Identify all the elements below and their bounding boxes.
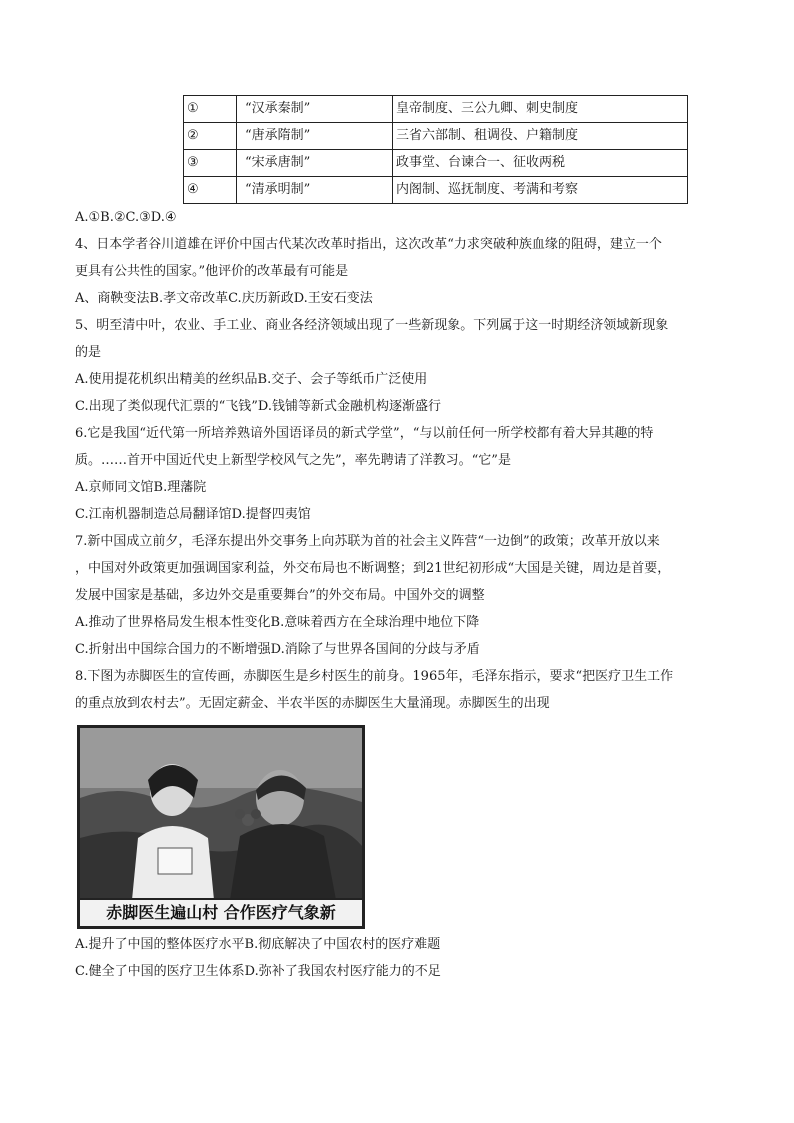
barefoot-doctor-poster-image xyxy=(77,725,365,929)
system-description-cell: 政事堂、台谏合一、征收两税 xyxy=(393,150,688,177)
question-6 xyxy=(75,420,725,528)
row-number-cell: ② xyxy=(184,123,237,150)
question-7 xyxy=(75,528,725,663)
q5-options-ab: A.使用提花机织出精美的丝织品B.交子、会子等纸币广泛使用 xyxy=(75,372,428,387)
system-description-cell: 内阁制、巡抚制度、考满和考察 xyxy=(393,177,688,204)
q6-options-ab: A.京师同文馆B.理藩院 xyxy=(75,480,207,495)
q7-stem-line2: ，中国对外政策更加强调国家利益，外交布局也不断调整；到21世纪初形成“大国是关键，周边是首要， xyxy=(75,561,671,576)
dynasty-system-table xyxy=(183,95,688,204)
q4-stem-line2: 更具有公共性的国家。”他评价的改革最有可能是 xyxy=(75,264,349,279)
system-description-cell: 皇帝制度、三公九卿、刺史制度 xyxy=(393,96,688,123)
system-name-cell: “汉承秦制” xyxy=(237,96,393,123)
question-8 xyxy=(75,663,725,985)
q8-stem-line2: 的重点放到农村去”。无固定薪金、半农半医的赤脚医生大量涌现。赤脚医生的出现 xyxy=(75,696,550,711)
question-5 xyxy=(75,312,725,420)
q3-options: A.①B.②C.③D.④ xyxy=(75,210,177,225)
table-row xyxy=(184,177,688,204)
exam-page xyxy=(75,95,725,985)
q7-stem-line3: 发展中国家是基础，多边外交是重要舞台”的外交布局。中国外交的调整 xyxy=(75,588,485,603)
system-name-cell: “宋承唐制” xyxy=(237,150,393,177)
question-4 xyxy=(75,231,725,312)
q7-stem-line1: 7.新中国成立前夕，毛泽东提出外交事务上向苏联为首的社会主义阵营“一边倒”的政策；改革开放以来 xyxy=(75,534,660,549)
q5-options-cd: C.出现了类似现代汇票的“飞钱”D.钱铺等新式金融机构逐渐盛行 xyxy=(75,399,441,414)
poster-caption: 赤脚医生遍山村 合作医疗气象新 xyxy=(80,898,362,926)
q6-stem-line2: 质。……首开中国近代史上新型学校风气之先”，率先聘请了洋教习。“它”是 xyxy=(75,453,511,468)
row-number-cell: ③ xyxy=(184,150,237,177)
q5-stem-line1: 5、明至清中叶，农业、手工业、商业各经济领域出现了一些新现象。下列属于这一时期经济领域新现象 xyxy=(75,318,669,333)
q4-stem-line1: 4、日本学者谷川道雄在评价中国古代某次改革时指出，这次改革“力求突破种族血缘的阻碍，建立一个 xyxy=(75,237,662,252)
row-number-cell: ④ xyxy=(184,177,237,204)
table-row xyxy=(184,123,688,150)
table-row xyxy=(184,96,688,123)
row-number-cell: ① xyxy=(184,96,237,123)
poster-illustration xyxy=(80,728,362,900)
q8-options-ab: A.提升了中国的整体医疗水平B.彻底解决了中国农村的医疗难题 xyxy=(75,937,441,952)
q6-stem-line1: 6.它是我国“近代第一所培养熟谙外国语译员的新式学堂”，“与以前任何一所学校都有着大异其趣的特 xyxy=(75,426,654,441)
q4-options: A、商鞅变法B.孝文帝改革C.庆历新政D.王安石变法 xyxy=(75,291,373,306)
system-name-cell: “唐承隋制” xyxy=(237,123,393,150)
q5-stem-line2: 的是 xyxy=(75,345,102,360)
q7-options-ab: A.推动了世界格局发生根本性变化B.意味着西方在全球治理中地位下降 xyxy=(75,615,480,630)
q6-options-cd: C.江南机器制造总局翻译馆D.提督四夷馆 xyxy=(75,507,311,522)
table-row xyxy=(184,150,688,177)
q7-options-cd: C.折射出中国综合国力的不断增强D.消除了与世界各国间的分歧与矛盾 xyxy=(75,642,480,657)
q8-options-cd: C.健全了中国的医疗卫生体系D.弥补了我国农村医疗能力的不足 xyxy=(75,964,441,979)
system-description-cell: 三省六部制、租调役、户籍制度 xyxy=(393,123,688,150)
q8-stem-line1: 8.下图为赤脚医生的宣传画，赤脚医生是乡村医生的前身。1965年，毛泽东指示，要求“把医疗卫生工作 xyxy=(75,669,674,684)
system-name-cell: “清承明制” xyxy=(237,177,393,204)
